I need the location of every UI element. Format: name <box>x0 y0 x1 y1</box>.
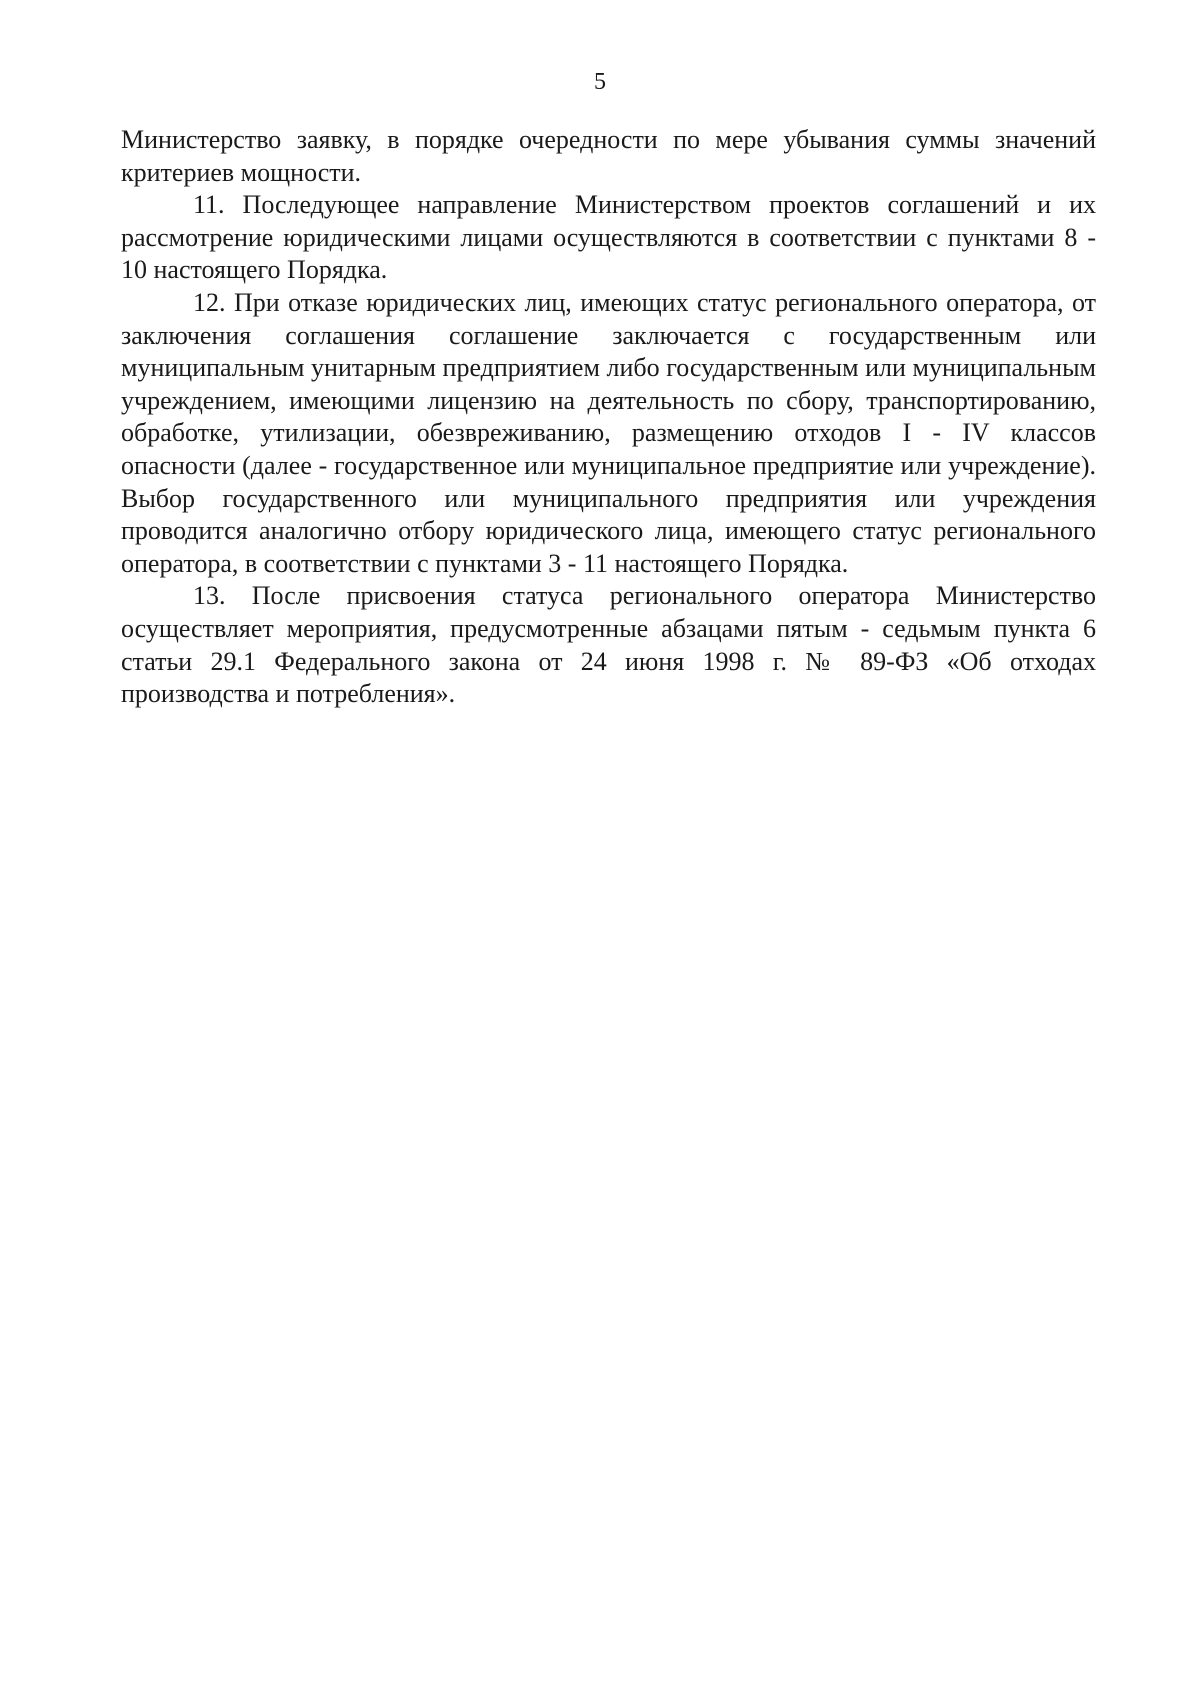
paragraph-item-13: 13. После присвоения статуса регионального оператора Министерство осуществляет мероприятия, предусмотренные абзацами пятым - седьмым пункта 6 статьи 29.1 Федерального закона от 24 июня 1998 г. № 89-ФЗ «Об отходах производства и потребления». <box>121 581 1096 709</box>
page-number: 5 <box>594 69 606 95</box>
paragraph-continuation: Министерство заявку, в порядке очередности по мере убывания суммы значений критериев мощности. <box>121 125 1096 187</box>
paragraph-item-12: 12. При отказе юридических лиц, имеющих статус регионального оператора, от заключения соглашения соглашение заключается с государственным или муниципальным унитарным предприятием либо государственным или муниципальным учреждением, имеющими лицензию на деятельность по сбору, транспортированию, обработке, утилизации, обезвреживанию, размещению отходов I - IV классов опасности (далее - государственное или муниципальное предприятие или учреждение). Выбор государственного или муниципального предприятия или учреждения проводится аналогично отбору юридического лица, имеющего статус регионального оператора, в соответствии с пунктами 3 - 11 настоящего Порядка. <box>121 287 1096 578</box>
document-body <box>121 124 1096 711</box>
paragraph-item-11: 11. Последующее направление Министерством проектов соглашений и их рассмотрение юридическими лицами осуществляются в соответствии с пунктами 8 - 10 настоящего Порядка. <box>121 190 1096 285</box>
